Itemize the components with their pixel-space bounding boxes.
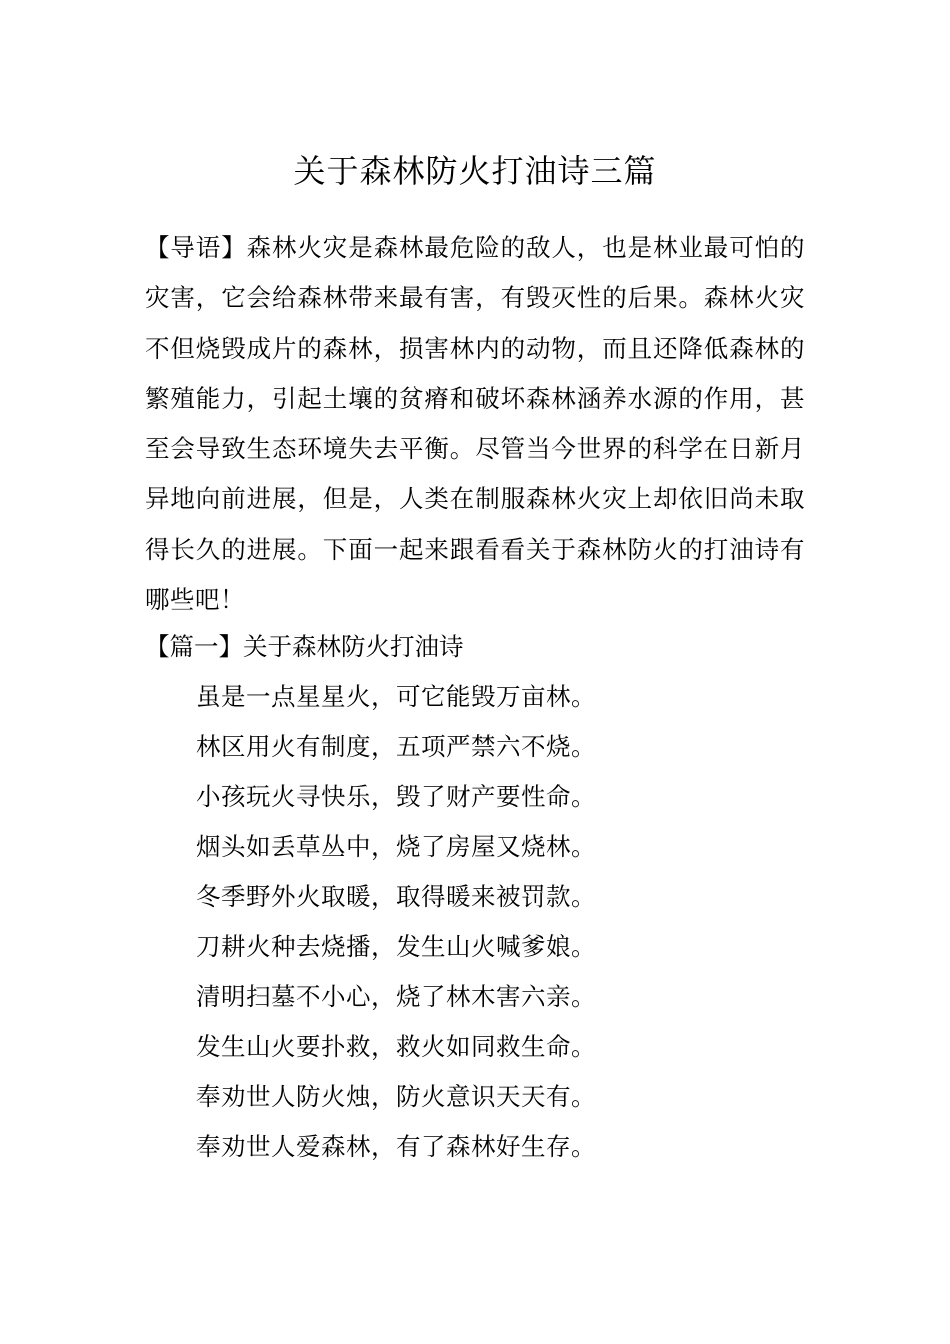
document-title: 关于森林防火打油诗三篇 <box>293 152 657 191</box>
poem-line: 林区用火有制度，五项严禁六不烧。 <box>196 732 596 761</box>
poem-line: 清明扫墓不小心，烧了林木害六亲。 <box>196 982 596 1011</box>
poem-line: 冬季野外火取暖，取得暖来被罚款。 <box>196 882 596 911</box>
poem <box>196 672 596 1172</box>
poem-line: 小孩玩火寻快乐，毁了财产要性命。 <box>196 782 596 811</box>
poem-line: 烟头如丢草丛中，烧了房屋又烧林。 <box>196 832 596 861</box>
section-heading: 【篇一】关于森林防火打油诗 <box>145 632 464 661</box>
intro-paragraph: 【导语】森林火灾是森林最危险的敌人，也是林业最可怕的灾害，它会给森林带来最有害，有毁灭性的后果。森林火灾不但烧毁成片的森林，损害林内的动物，而且还降低森林的繁殖能力，引起土壤的贫瘠和破坏森林涵养水源的作用，甚至会导致生态环境失去平衡。尽管当今世界的科学在日新月异地向前进展，但是，人类在制服森林火灾上却依旧尚未取得长久的进展。下面一起来跟看看关于森林防火的打油诗有哪些吧！ <box>145 233 805 615</box>
poem-line: 奉劝世人防火烛，防火意识天天有。 <box>196 1082 596 1111</box>
poem-line: 发生山火要扑救，救火如同救生命。 <box>196 1032 596 1061</box>
poem-line: 刀耕火种去烧播，发生山火喊爹娘。 <box>196 932 596 961</box>
poem-line: 奉劝世人爱森林，有了森林好生存。 <box>196 1132 596 1161</box>
poem-line: 虽是一点星星火，可它能毁万亩林。 <box>196 682 596 711</box>
